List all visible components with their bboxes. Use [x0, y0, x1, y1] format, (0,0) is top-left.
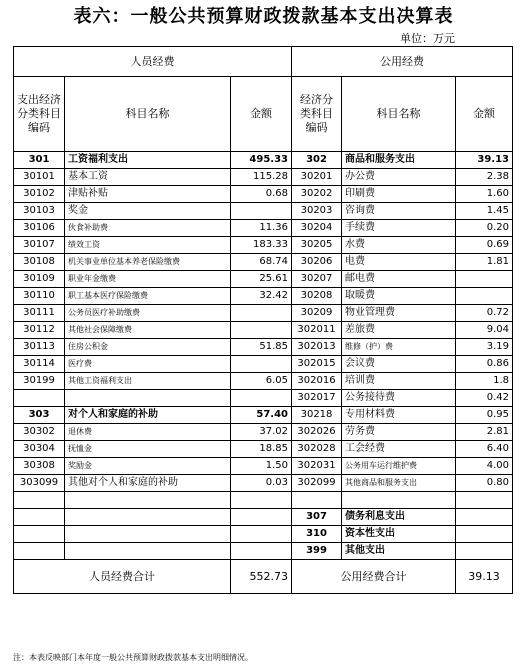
footnote: 注：本表反映部门本年度一般公共预算财政拨款基本支出明细情况。	[13, 653, 253, 662]
public-code-cell: 302028	[292, 441, 342, 458]
totals-row	[14, 560, 513, 594]
public-name-cell: 培训费	[342, 373, 456, 390]
public-name-cell: 电费	[342, 254, 456, 271]
personnel-code-cell: 30108	[14, 254, 65, 271]
personnel-name-cell: 机关事业单位基本养老保险缴费	[65, 254, 231, 271]
personnel-amount-cell: 68.74	[231, 254, 292, 271]
public-code-cell: 302031	[292, 458, 342, 475]
public-name-cell: 专用材料费	[342, 407, 456, 424]
personnel-amount-cell: 115.28	[231, 169, 292, 186]
public-name-cell: 维修（护）费	[342, 339, 456, 356]
public-name-cell: 取暖费	[342, 288, 456, 305]
personnel-name-cell: 伙食补助费	[65, 220, 231, 237]
personnel-amount-cell: 32.42	[231, 288, 292, 305]
personnel-amount-cell: 6.05	[231, 373, 292, 390]
public-amount-cell: 1.81	[456, 254, 513, 271]
personnel-name-cell	[65, 509, 231, 526]
table-row	[14, 390, 513, 407]
public-name-cell: 手续费	[342, 220, 456, 237]
public-amount-cell: 0.95	[456, 407, 513, 424]
public-code-cell: 302013	[292, 339, 342, 356]
public-name-cell: 其他支出	[342, 543, 456, 560]
header-row-2	[14, 77, 513, 152]
public-code-cell: 30206	[292, 254, 342, 271]
personnel-amount-cell	[231, 356, 292, 373]
public-amount-cell: 2.38	[456, 169, 513, 186]
personnel-code-cell	[14, 390, 65, 407]
table-row	[14, 203, 513, 220]
public-code-cell: 310	[292, 526, 342, 543]
public-amount-cell	[456, 526, 513, 543]
public-amount-cell: 4.00	[456, 458, 513, 475]
personnel-name-cell: 医疗费	[65, 356, 231, 373]
public-name-cell: 劳务费	[342, 424, 456, 441]
personnel-amount-cell: 11.36	[231, 220, 292, 237]
public-name-cell: 办公费	[342, 169, 456, 186]
public-header: 公用经费	[292, 47, 513, 77]
personnel-name-cell: 奖励金	[65, 458, 231, 475]
public-name-cell: 差旅费	[342, 322, 456, 339]
personnel-header: 人员经费	[14, 47, 292, 77]
personnel-amount-cell	[231, 322, 292, 339]
personnel-name-cell	[65, 390, 231, 407]
public-amount-cell: 0.20	[456, 220, 513, 237]
personnel-name-cell	[65, 543, 231, 560]
personnel-code-cell: 30102	[14, 186, 65, 203]
public-amount-cell: 2.81	[456, 424, 513, 441]
public-amount-cell	[456, 543, 513, 560]
public-code-cell: 30209	[292, 305, 342, 322]
item-name-header-right: 科目名称	[342, 77, 456, 152]
public-code-cell: 399	[292, 543, 342, 560]
personnel-amount-cell: 37.02	[231, 424, 292, 441]
table-row	[14, 339, 513, 356]
table-row	[14, 509, 513, 526]
public-name-cell: 公务接待费	[342, 390, 456, 407]
personnel-code-cell: 303	[14, 407, 65, 424]
table-row	[14, 543, 513, 560]
personnel-amount-cell	[231, 390, 292, 407]
table-row	[14, 169, 513, 186]
table-row	[14, 407, 513, 424]
table-row	[14, 186, 513, 203]
personnel-code-cell: 30106	[14, 220, 65, 237]
personnel-name-cell: 基本工资	[65, 169, 231, 186]
personnel-name-cell: 职业年金缴费	[65, 271, 231, 288]
personnel-amount-cell: 18.85	[231, 441, 292, 458]
personnel-code-cell	[14, 509, 65, 526]
public-amount-cell: 1.60	[456, 186, 513, 203]
public-name-cell: 资本性支出	[342, 526, 456, 543]
personnel-code-cell: 301	[14, 152, 65, 169]
public-total-label: 公用经费合计	[292, 560, 456, 594]
personnel-amount-cell	[231, 509, 292, 526]
personnel-amount-cell: 0.03	[231, 475, 292, 492]
personnel-name-cell: 其他社会保障缴费	[65, 322, 231, 339]
personnel-name-cell: 抚恤金	[65, 441, 231, 458]
public-amount-cell: 6.40	[456, 441, 513, 458]
personnel-name-cell: 退休费	[65, 424, 231, 441]
personnel-amount-cell: 1.50	[231, 458, 292, 475]
personnel-code-cell	[14, 492, 65, 509]
table-row	[14, 237, 513, 254]
personnel-code-cell	[14, 543, 65, 560]
personnel-name-cell: 住房公积金	[65, 339, 231, 356]
public-code-cell: 302099	[292, 475, 342, 492]
public-name-cell: 印刷费	[342, 186, 456, 203]
public-amount-cell	[456, 492, 513, 509]
public-code-cell: 30207	[292, 271, 342, 288]
public-amount-cell: 0.80	[456, 475, 513, 492]
public-code-cell: 30201	[292, 169, 342, 186]
personnel-code-cell: 30107	[14, 237, 65, 254]
econ-code-header-right: 经济分类科目编码	[292, 77, 342, 152]
public-code-cell	[292, 492, 342, 509]
public-amount-cell: 0.72	[456, 305, 513, 322]
personnel-name-cell: 对个人和家庭的补助	[65, 407, 231, 424]
personnel-name-cell: 津贴补贴	[65, 186, 231, 203]
amount-header-right: 金额	[456, 77, 513, 152]
amount-header: 金额	[231, 77, 292, 152]
public-name-cell: 物业管理费	[342, 305, 456, 322]
public-code-cell: 30218	[292, 407, 342, 424]
personnel-name-cell: 其他工资福利支出	[65, 373, 231, 390]
table-row	[14, 254, 513, 271]
personnel-total-value: 552.73	[231, 560, 292, 594]
public-name-cell	[342, 492, 456, 509]
table-row	[14, 288, 513, 305]
public-amount-cell: 9.04	[456, 322, 513, 339]
personnel-amount-cell: 25.61	[231, 271, 292, 288]
personnel-code-cell: 30112	[14, 322, 65, 339]
public-amount-cell: 1.8	[456, 373, 513, 390]
public-amount-cell: 1.45	[456, 203, 513, 220]
personnel-code-cell: 30114	[14, 356, 65, 373]
header-row-1	[14, 47, 513, 77]
public-name-cell: 咨询费	[342, 203, 456, 220]
personnel-name-cell	[65, 526, 231, 543]
public-code-cell: 30203	[292, 203, 342, 220]
personnel-amount-cell	[231, 203, 292, 220]
public-code-cell: 30204	[292, 220, 342, 237]
personnel-amount-cell	[231, 305, 292, 322]
public-name-cell: 商品和服务支出	[342, 152, 456, 169]
public-amount-cell: 0.86	[456, 356, 513, 373]
personnel-code-cell	[14, 526, 65, 543]
public-code-cell: 302015	[292, 356, 342, 373]
personnel-amount-cell: 495.33	[231, 152, 292, 169]
public-amount-cell: 0.42	[456, 390, 513, 407]
table-row	[14, 424, 513, 441]
table-row	[14, 152, 513, 169]
table-row	[14, 492, 513, 509]
table-row	[14, 356, 513, 373]
personnel-amount-cell: 183.33	[231, 237, 292, 254]
public-code-cell: 302017	[292, 390, 342, 407]
personnel-amount-cell	[231, 526, 292, 543]
econ-code-header: 支出经济分类科目编码	[14, 77, 65, 152]
personnel-name-cell: 其他对个人和家庭的补助	[65, 475, 231, 492]
personnel-code-cell: 30101	[14, 169, 65, 186]
public-code-cell: 302	[292, 152, 342, 169]
public-code-cell: 302026	[292, 424, 342, 441]
public-name-cell: 邮电费	[342, 271, 456, 288]
personnel-name-cell: 工资福利支出	[65, 152, 231, 169]
public-code-cell: 30208	[292, 288, 342, 305]
public-code-cell: 302016	[292, 373, 342, 390]
personnel-name-cell	[65, 492, 231, 509]
public-total-value: 39.13	[456, 560, 513, 594]
page-title: 表六：一般公共预算财政拨款基本支出决算表	[73, 6, 454, 27]
public-amount-cell: 39.13	[456, 152, 513, 169]
personnel-name-cell: 公务员医疗补助缴费	[65, 305, 231, 322]
public-amount-cell: 0.69	[456, 237, 513, 254]
personnel-code-cell: 30109	[14, 271, 65, 288]
personnel-code-cell: 30304	[14, 441, 65, 458]
personnel-code-cell: 30302	[14, 424, 65, 441]
public-code-cell: 30202	[292, 186, 342, 203]
table-row	[14, 271, 513, 288]
unit-label: 单位：万元	[400, 32, 455, 45]
public-code-cell: 30205	[292, 237, 342, 254]
table-row	[14, 322, 513, 339]
table-row	[14, 305, 513, 322]
public-amount-cell	[456, 509, 513, 526]
table-row	[14, 441, 513, 458]
public-amount-cell: 3.19	[456, 339, 513, 356]
personnel-name-cell: 绩效工资	[65, 237, 231, 254]
personnel-amount-cell	[231, 492, 292, 509]
table-row	[14, 220, 513, 237]
public-name-cell: 公务用车运行维护费	[342, 458, 456, 475]
expenditure-table	[13, 46, 513, 594]
public-name-cell: 会议费	[342, 356, 456, 373]
personnel-code-cell: 30111	[14, 305, 65, 322]
personnel-amount-cell	[231, 543, 292, 560]
public-code-cell: 302011	[292, 322, 342, 339]
personnel-name-cell: 职工基本医疗保险缴费	[65, 288, 231, 305]
table-row	[14, 475, 513, 492]
personnel-code-cell: 30103	[14, 203, 65, 220]
public-name-cell: 水费	[342, 237, 456, 254]
public-name-cell: 债务利息支出	[342, 509, 456, 526]
personnel-code-cell: 30199	[14, 373, 65, 390]
table-row	[14, 526, 513, 543]
personnel-amount-cell: 51.85	[231, 339, 292, 356]
personnel-code-cell: 303099	[14, 475, 65, 492]
personnel-code-cell: 30110	[14, 288, 65, 305]
table-row	[14, 373, 513, 390]
item-name-header: 科目名称	[65, 77, 231, 152]
personnel-code-cell: 30113	[14, 339, 65, 356]
personnel-amount-cell: 0.68	[231, 186, 292, 203]
table-row	[14, 458, 513, 475]
public-amount-cell	[456, 288, 513, 305]
personnel-total-label: 人员经费合计	[14, 560, 231, 594]
public-code-cell: 307	[292, 509, 342, 526]
public-amount-cell	[456, 271, 513, 288]
personnel-name-cell: 奖金	[65, 203, 231, 220]
personnel-code-cell: 30308	[14, 458, 65, 475]
public-name-cell: 工会经费	[342, 441, 456, 458]
personnel-amount-cell: 57.40	[231, 407, 292, 424]
public-name-cell: 其他商品和服务支出	[342, 475, 456, 492]
